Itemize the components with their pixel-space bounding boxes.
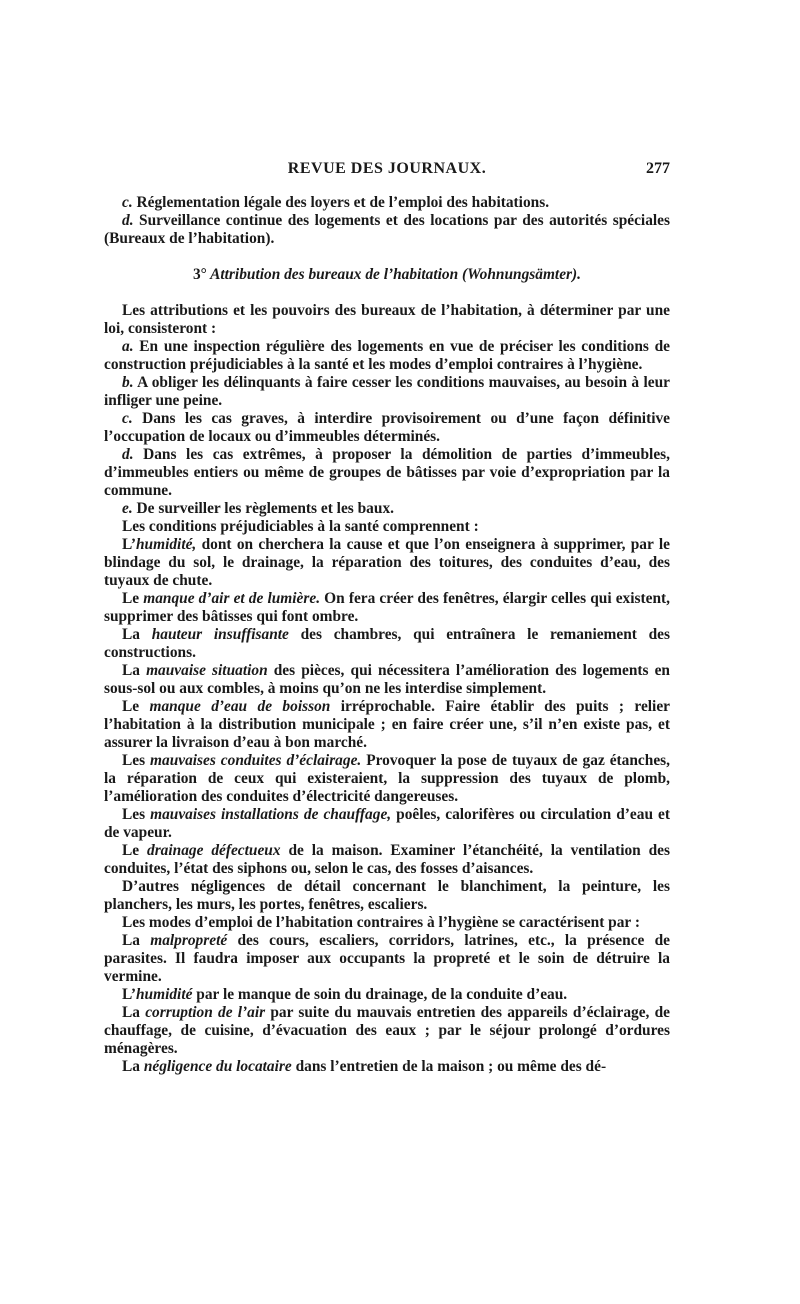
mode-paragraph: L’humidité par le manque de soin du drainage, de la conduite d’eau. xyxy=(122,986,568,1003)
list-item: d. Surveillance continue des logements et des locations par des autorités spéciales (Bureaux de l’habitation). xyxy=(104,212,670,247)
intro-paragraph: Les attributions et les pouvoirs des bureaux de l’habitation, à déterminer par une loi, consisteront : xyxy=(104,302,670,337)
section-heading: 3° Attribution des bureaux de l’habitation (Wohnungsämter). xyxy=(192,266,582,283)
modes-intro: Les modes d’emploi de l’habitation contraires à l’hygiène se caractérisent par : xyxy=(122,914,640,931)
mode-paragraph: La corruption de l’air par suite du mauvais entretien des appareils d’éclairage, de chauffage, de cuisine, d’évacuation des eaux ; par le séjour prolongé d’ordures ménagères. xyxy=(104,1004,671,1057)
attribution-items xyxy=(104,338,670,518)
page-number: 277 xyxy=(646,160,670,177)
modes-list xyxy=(104,932,670,1076)
page-header xyxy=(104,160,670,188)
conditions-intro: Les conditions préjudiciables à la santé comprennent : xyxy=(122,518,479,535)
list-item: e. De surveiller les règlements et les baux. xyxy=(122,500,394,517)
condition-paragraph: Les mauvaises installations de chauffage, poêles, calorifères ou circulation d’eau et de vapeur. xyxy=(104,806,670,841)
condition-paragraph: Les mauvaises conduites d’éclairage. Provoquer la pose de tuyaux de gaz étanches, la réparation de ceux qui existeraient, la suppression des tuyaux de plomb, l’amélioration des conduites d’électricité dangereuses. xyxy=(104,752,670,805)
condition-paragraph: Le drainage défectueux de la maison. Examiner l’étanchéité, la ventilation des conduites, l’état des siphons ou, selon le cas, des fosses d’aisances. xyxy=(104,842,670,877)
running-head: REVUE DES JOURNAUX. xyxy=(287,160,487,177)
condition-paragraph: La mauvaise situation des pièces, qui nécessitera l’amélioration des logements en sous-sol ou aux combles, à moins qu’on ne les interdise simplement. xyxy=(104,662,670,697)
list-item: c. Réglementation légale des loyers et de l’emploi des habitations. xyxy=(122,194,550,211)
list-item: d. Dans les cas extrêmes, à proposer la démolition de parties d’immeubles, d’immeubles entiers ou même de groupes de bâtisses par voie d’expropriation par la commune. xyxy=(104,446,670,499)
mode-paragraph: La malpropreté des cours, escaliers, corridors, latrines, etc., la présence de parasites. Il faudra imposer aux occupants la propreté et le soin de détruire la vermine. xyxy=(104,932,671,985)
list-item: c. Dans les cas graves, à interdire provisoirement ou d’une façon définitive l’occupation de locaux ou d’immeubles déterminés. xyxy=(104,410,670,445)
condition-paragraph: L’humidité, dont on cherchera la cause et que l’on enseignera à supprimer, par le blindage du sol, le drainage, la réparation des toitures, des conduites d’eau, des tuyaux de chute. xyxy=(104,536,670,589)
conditions-list xyxy=(104,536,670,914)
list-item: a. En une inspection régulière des logements en vue de préciser les conditions de construction préjudiciables à la santé et les modes d’emploi contraires à l’hygiène. xyxy=(104,338,670,373)
top-items xyxy=(104,194,670,248)
condition-paragraph: D’autres négligences de détail concernant le blanchiment, la peinture, les planchers, les murs, les portes, fenêtres, escaliers. xyxy=(104,878,670,913)
condition-paragraph: La hauteur insuffisante des chambres, qui entraînera le remaniement des constructions. xyxy=(104,626,670,661)
list-item: b. A obliger les délinquants à faire cesser les conditions mauvaises, au besoin à leur infliger une peine. xyxy=(104,374,670,409)
condition-paragraph: Le manque d’eau de boisson irréprochable. Faire établir des puits ; relier l’habitation à la distribution municipale ; en faire créer une, s’il n’en existe pas, et assurer la livraison d’eau à bon marché. xyxy=(104,698,670,751)
mode-paragraph: La négligence du locataire dans l’entretien de la maison ; ou même des dé- xyxy=(122,1058,607,1075)
condition-paragraph: Le manque d’air et de lumière. On fera créer des fenêtres, élargir celles qui existent, supprimer des bâtisses qui font ombre. xyxy=(104,590,670,625)
